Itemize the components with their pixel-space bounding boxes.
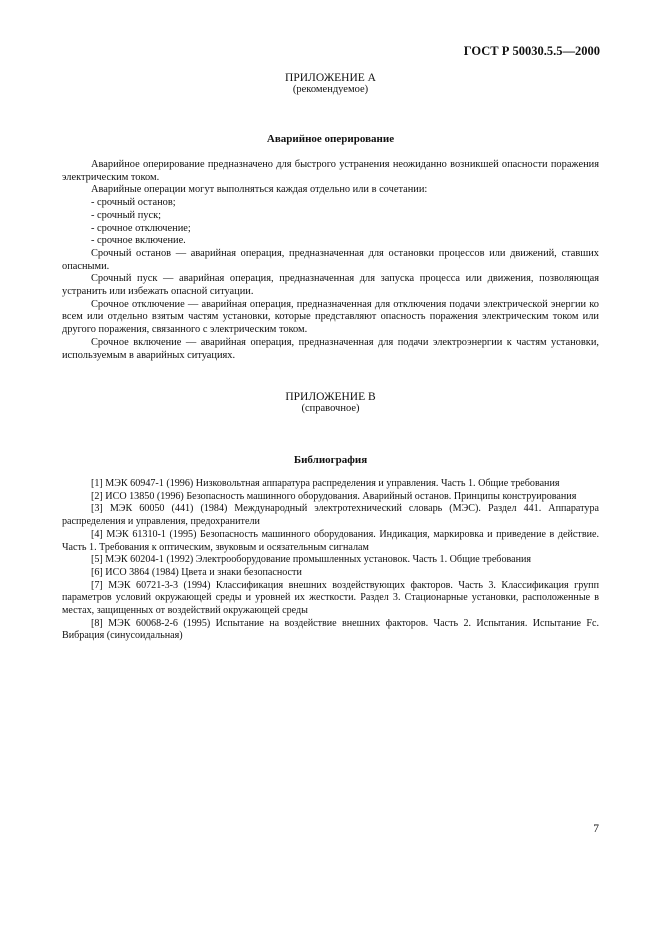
list-item: - срочное включение. xyxy=(91,235,186,247)
paragraph: Срочный останов — аварийная операция, предназначенная для остановки процессов или движений, ставших опасными. xyxy=(62,247,599,272)
appendix-a-heading: Аварийное оперирование xyxy=(266,133,395,145)
bibliography-item: [3] МЭК 60050 (441) (1984) Международный электротехнический словарь (МЭС). Раздел 441. Аппаратура распределения и управления, предохранители xyxy=(62,503,599,528)
bibliography-item: [4] МЭК 61310-1 (1995) Безопасность машинного оборудования. Индикация, маркировка и приведение в действие. Часть 1. Требования к оптическим, звуковым и осязательным сигналам xyxy=(62,528,599,553)
bibliography-item: [6] ИСО 3864 (1984) Цвета и знаки безопасности xyxy=(91,566,302,578)
list-item: - срочный останов; xyxy=(91,197,176,209)
paragraph: Срочное отключение — аварийная операция, предназначенная для отключения подачи электрической энергии ко всем или отдельно взятым частям установки, которые представляют опасность поражения электрическим током или другого поражения, связанного с электрическим током. xyxy=(62,298,599,336)
bibliography-item: [2] ИСО 13850 (1996) Безопасность машинного оборудования. Аварийный останов. Принципы конструирования xyxy=(91,490,577,502)
paragraph: Аварийные операции могут выполняться каждая отдельно или в сочетании: xyxy=(91,184,428,196)
bibliography-list xyxy=(62,478,599,643)
appendix-b-heading: Библиография xyxy=(293,454,368,466)
appendix-b-header xyxy=(62,391,599,415)
paragraph: Аварийное оперирование предназначено для быстрого устранения неожиданно возникшей опасности поражения электрическим током. xyxy=(62,159,599,183)
appendix-b-subtitle: (справочное) xyxy=(301,403,360,414)
bibliography-item: [7] МЭК 60721-3-3 (1994) Классификация внешних воздействующих факторов. Часть 3. Классификация групп параметров условий окружающей среды и уровней их жесткости. Раздел 3. Стационарные установки, расположенные в местах, защищенных от воздействий окружающей среды xyxy=(62,579,599,617)
appendix-b-title: ПРИЛОЖЕНИЕ В xyxy=(285,391,376,403)
document-code: ГОСТ Р 50030.5.5—2000 xyxy=(463,44,600,58)
bibliography-item: [5] МЭК 60204-1 (1992) Электрооборудование промышленных установок. Часть 1. Общие требования xyxy=(91,554,532,566)
list-item: - срочное отключение; xyxy=(91,222,191,234)
appendix-a-body xyxy=(62,159,599,362)
appendix-a-title: ПРИЛОЖЕНИЕ А xyxy=(285,72,376,84)
appendix-a-subtitle: (рекомендуемое) xyxy=(292,84,369,95)
bibliography-item: [1] МЭК 60947-1 (1996) Низковольтная аппаратура распределения и управления. Часть 1. Общие требования xyxy=(91,478,560,489)
page-number: 7 xyxy=(593,823,599,835)
bibliography-item: [8] МЭК 60068-2-6 (1995) Испытание на воздействие внешних факторов. Часть 2. Испытания. Испытание Fc. Вибрация (синусоидальная) xyxy=(62,617,599,642)
list-item: - срочный пуск; xyxy=(91,209,162,221)
appendix-a-header xyxy=(62,72,599,96)
paragraph: Срочный пуск — аварийная операция, предназначенная для запуска процесса или движения, позволяющая устранить или избежать опасной ситуации. xyxy=(62,273,599,298)
paragraph: Срочное включение — аварийная операция, предназначенная для подачи электроэнергии к частям установки, используемым в аварийных ситуациях. xyxy=(62,336,599,361)
